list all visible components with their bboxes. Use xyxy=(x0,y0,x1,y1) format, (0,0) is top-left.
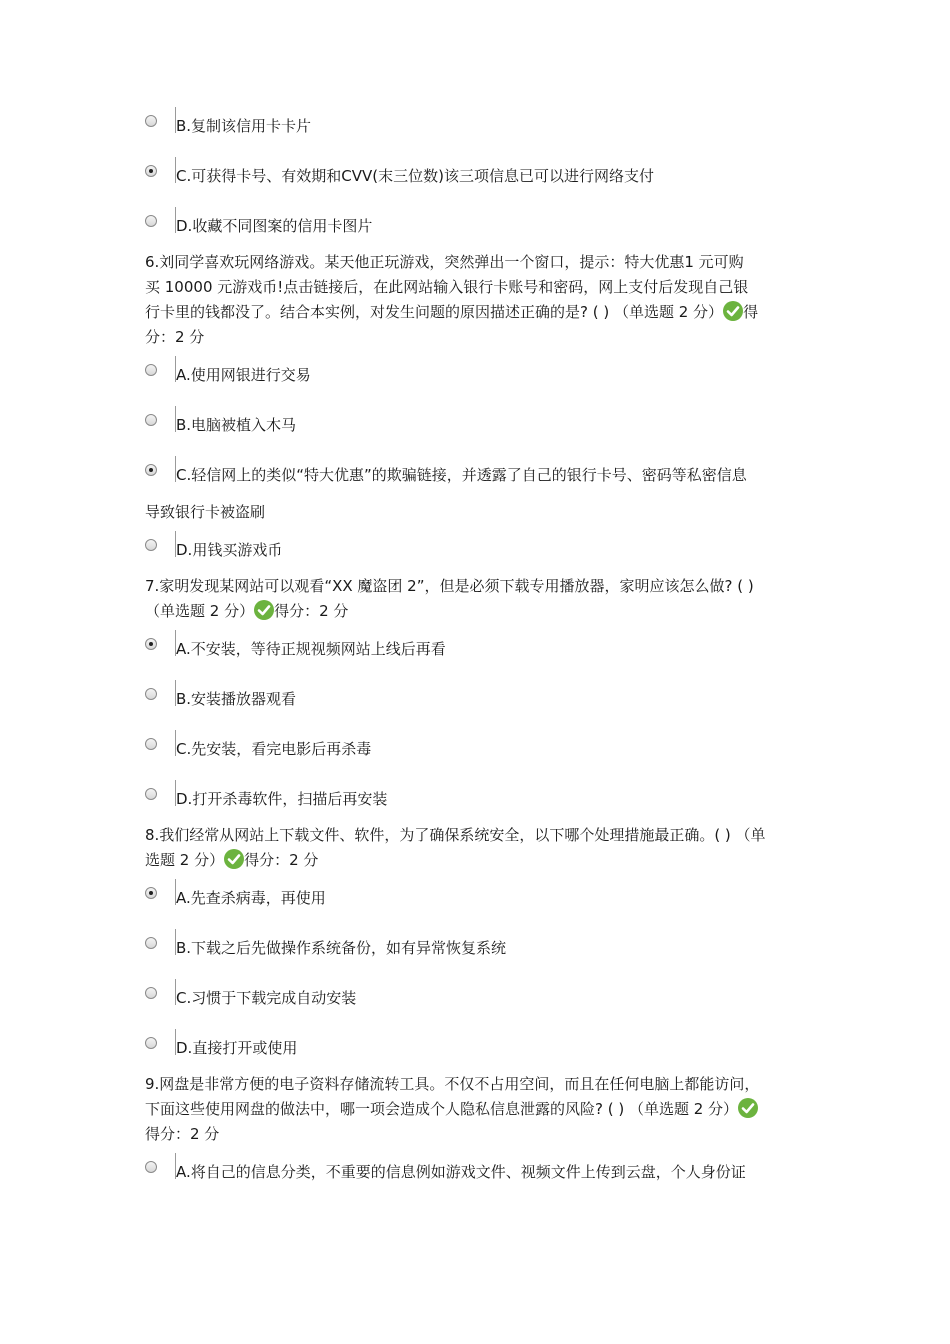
option-label: C.习惯于下载完成自动安装 xyxy=(176,989,357,1007)
question-text-line: 8.我们经常从网站上下载文件、软件，为了确保系统安全，以下哪个处理措施最正确。( ) （单 xyxy=(145,826,766,844)
option-q6-b[interactable] xyxy=(145,414,825,444)
question-6 xyxy=(145,250,815,350)
radio-button[interactable] xyxy=(145,1037,157,1049)
option-label-continuation: 导致银行卡被盗刷 xyxy=(145,503,266,521)
option-label: B.电脑被植入木马 xyxy=(176,416,297,434)
option-label: C.轻信网上的类似“特大优惠”的欺骗链接，并透露了自己的银行卡号、密码等私密信息 xyxy=(176,466,747,484)
question-text: 下面这些使用网盘的做法中，哪一项会造成个人隐私信息泄露的风险? ( ) （单选题 2 分） xyxy=(145,1100,739,1118)
question-text-line xyxy=(145,848,815,873)
question-9 xyxy=(145,1072,815,1147)
question-text: （单选题 2 分） xyxy=(145,602,255,620)
option-label: D.直接打开或使用 xyxy=(176,1039,298,1057)
option-label: C.可获得卡号、有效期和CVV(末三位数)该三项信息已可以进行网络支付 xyxy=(176,167,654,185)
option-label: A.将自己的信息分类，不重要的信息例如游戏文件、视频文件上传到云盘，个人身份证 xyxy=(176,1163,746,1181)
question-text-line xyxy=(145,599,815,624)
option-label: B.下载之后先做操作系统备份，如有异常恢复系统 xyxy=(176,939,507,957)
question-text-line: 7.家明发现某网站可以观看“XX 魔盗团 2”，但是必须下载专用播放器，家明应该怎么做? ( ) xyxy=(145,577,754,595)
option-q9-a[interactable] xyxy=(145,1161,825,1191)
option-q8-a[interactable] xyxy=(145,887,825,917)
radio-button-selected[interactable] xyxy=(145,887,157,899)
question-7 xyxy=(145,574,815,624)
question-text-line: 9.网盘是非常方便的电子资料存储流转工具。不仅不占用空间，而且在任何电脑上都能访问， xyxy=(145,1075,760,1093)
check-icon xyxy=(254,600,274,620)
score-text: 分：2 分 xyxy=(145,328,205,346)
option-label: D.用钱买游戏币 xyxy=(176,541,283,559)
score-text: 得分：2 分 xyxy=(145,1125,220,1143)
question-text: 选题 2 分） xyxy=(145,851,225,869)
option-label: B.安装播放器观看 xyxy=(176,690,297,708)
radio-button[interactable] xyxy=(145,987,157,999)
radio-button[interactable] xyxy=(145,215,157,227)
option-q6-d[interactable] xyxy=(145,539,825,569)
radio-button[interactable] xyxy=(145,414,157,426)
option-q5-b[interactable] xyxy=(145,115,825,145)
radio-button-selected[interactable] xyxy=(145,165,157,177)
question-text-line: 6.刘同学喜欢玩网络游戏。某天他正玩游戏，突然弹出一个窗口，提示：特大优惠1 元可购 xyxy=(145,253,744,271)
radio-button[interactable] xyxy=(145,937,157,949)
radio-button[interactable] xyxy=(145,1161,157,1173)
score-prefix: 得 xyxy=(743,303,759,321)
question-text-line xyxy=(145,300,815,325)
option-q5-d[interactable] xyxy=(145,215,825,245)
question-text-line xyxy=(145,1097,815,1122)
option-q7-b[interactable] xyxy=(145,688,825,718)
radio-button[interactable] xyxy=(145,788,157,800)
radio-button-selected[interactable] xyxy=(145,464,157,476)
score-text: 得分：2 分 xyxy=(244,851,319,869)
option-q5-c[interactable] xyxy=(145,165,825,195)
question-text: 行卡里的钱都没了。结合本实例，对发生问题的原因描述正确的是? ( ) （单选题 2 分） xyxy=(145,303,724,321)
option-q7-d[interactable] xyxy=(145,788,825,818)
radio-button-selected[interactable] xyxy=(145,638,157,650)
option-q8-c[interactable] xyxy=(145,987,825,1017)
radio-button[interactable] xyxy=(145,688,157,700)
option-q8-d[interactable] xyxy=(145,1037,825,1067)
option-label: A.先查杀病毒，再使用 xyxy=(176,889,326,907)
radio-button[interactable] xyxy=(145,364,157,376)
option-q6-a[interactable] xyxy=(145,364,825,394)
radio-button[interactable] xyxy=(145,539,157,551)
score-text: 得分：2 分 xyxy=(274,602,349,620)
option-q7-c[interactable] xyxy=(145,738,825,768)
question-8 xyxy=(145,823,815,873)
option-label: A.不安装，等待正规视频网站上线后再看 xyxy=(176,640,446,658)
option-q7-a[interactable] xyxy=(145,638,825,668)
option-q6-c[interactable] xyxy=(145,464,825,494)
radio-button[interactable] xyxy=(145,738,157,750)
check-icon xyxy=(738,1098,758,1118)
option-label: C.先安装，看完电影后再杀毒 xyxy=(176,740,372,758)
option-q8-b[interactable] xyxy=(145,937,825,967)
radio-button[interactable] xyxy=(145,115,157,127)
option-label: B.复制该信用卡卡片 xyxy=(176,117,312,135)
option-label: A.使用网银进行交易 xyxy=(176,366,311,384)
check-icon xyxy=(723,301,743,321)
question-text-line: 买 10000 元游戏币!点击链接后，在此网站输入银行卡账号和密码，网上支付后发现自己银 xyxy=(145,278,749,296)
check-icon xyxy=(224,849,244,869)
option-label: D.打开杀毒软件，扫描后再安装 xyxy=(176,790,388,808)
option-label: D.收藏不同图案的信用卡图片 xyxy=(176,217,373,235)
